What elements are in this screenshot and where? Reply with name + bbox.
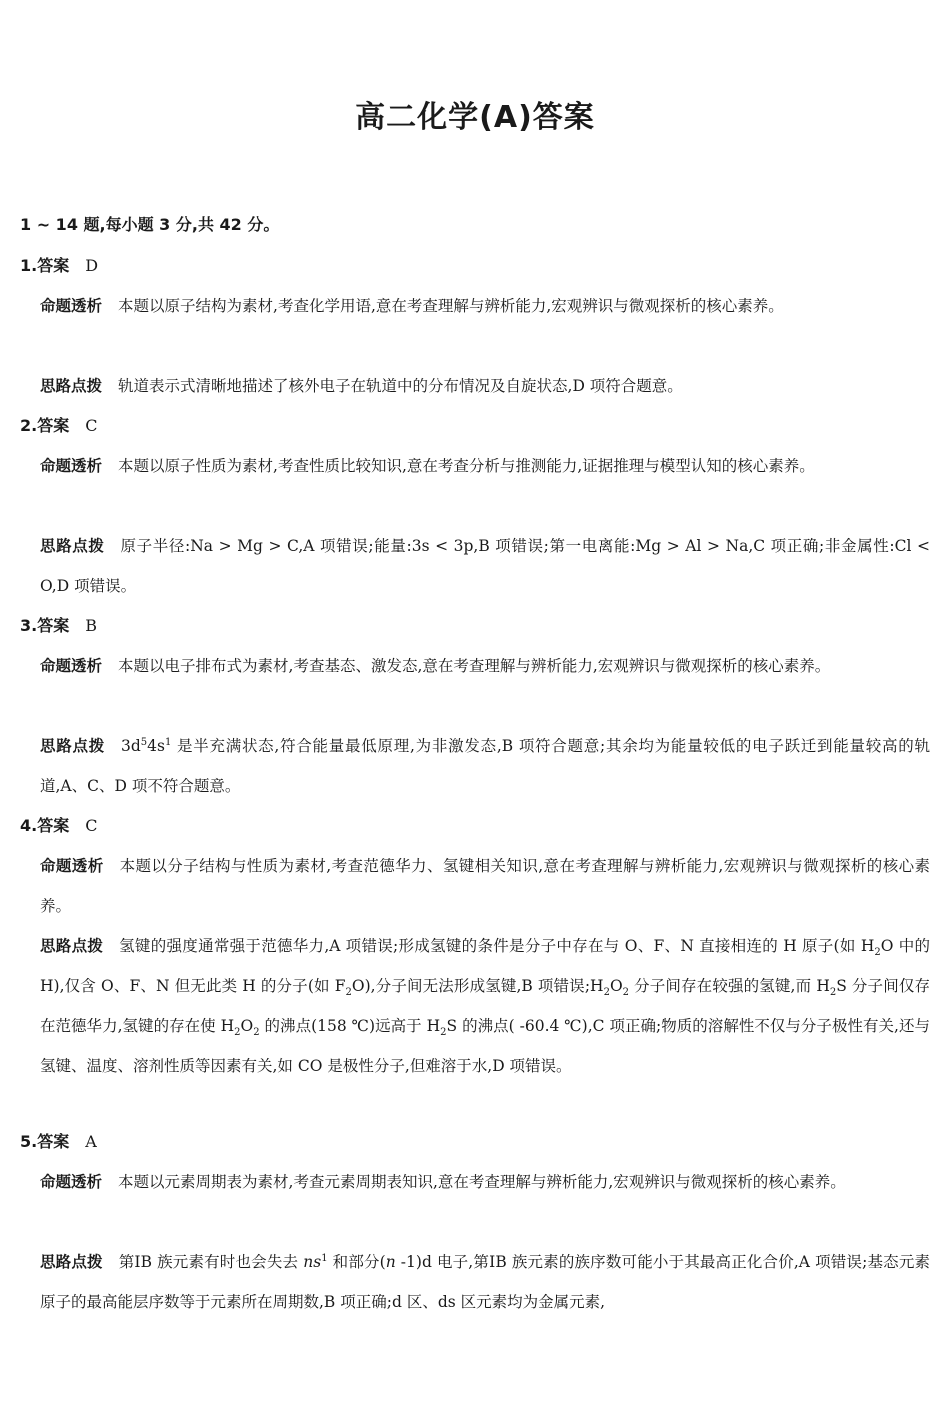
subscript: 2 xyxy=(253,1027,260,1039)
question-number: 4. xyxy=(20,816,38,835)
superscript: 1 xyxy=(321,1252,328,1264)
subscript: 2 xyxy=(440,1027,447,1039)
analysis-label: 命题透析 xyxy=(40,1173,103,1191)
hint-label: 思路点拨 xyxy=(40,1253,103,1271)
question-number: 2. xyxy=(20,416,38,435)
answer-value: A xyxy=(85,1132,97,1151)
superscript: 5 xyxy=(140,736,148,748)
electron-config: 3d xyxy=(120,737,141,755)
question-5-hint xyxy=(40,1242,930,1322)
question-4-analysis xyxy=(40,846,930,926)
answer-value: D xyxy=(85,256,99,275)
page-title: 高二化学(A)答案 xyxy=(355,100,595,135)
analysis-label: 命题透析 xyxy=(40,857,104,875)
subscript: 2 xyxy=(603,987,610,999)
question-4-header xyxy=(20,814,97,838)
subscript: 2 xyxy=(345,987,352,999)
analysis-label: 命题透析 xyxy=(40,657,103,675)
hint-text: O),分子间无法形成氢键,B 项错误;H xyxy=(351,977,604,995)
hint-text: S 分子间仅存在范德华力,氢键的存在使 H xyxy=(40,977,930,1035)
question-1-analysis xyxy=(40,286,930,326)
subscript: 2 xyxy=(234,1027,241,1039)
hint-text: 氢键的强度通常强于范德华力,A 项错误;形成氢键的条件是分子中存在与 O、F、N 直接相连的 H 原子(如 H xyxy=(119,937,875,955)
italic-n: n xyxy=(385,1253,396,1271)
analysis-label: 命题透析 xyxy=(40,457,103,475)
question-number: 1. xyxy=(20,256,38,275)
hint-text: S 的沸点( -60.4 ℃),C 项正确;物质的溶解性不仅与分子极性有关,还与氢键、温度、溶剂性质等因素有关,如 CO 是极性分子,但难溶于水,D 项错误。 xyxy=(40,1017,930,1075)
question-1-hint xyxy=(40,366,930,406)
answer-label: 答案 xyxy=(37,616,70,635)
question-2-hint xyxy=(40,526,930,606)
hint-text: 和部分( xyxy=(327,1253,386,1271)
answer-label: 答案 xyxy=(37,1132,70,1151)
answer-value: C xyxy=(85,416,98,435)
analysis-text: 本题以元素周期表为素材,考查元素周期表知识,意在考查理解与辨析能力,宏观辨识与微观探析的核心素养。 xyxy=(118,1173,846,1191)
subscript: 2 xyxy=(829,987,837,999)
answer-label: 答案 xyxy=(37,816,70,835)
question-2-analysis xyxy=(40,446,930,486)
hint-text: 的沸点(158 ℃)远高于 H xyxy=(259,1017,441,1035)
question-3-header xyxy=(20,614,97,638)
question-1-header xyxy=(20,254,98,278)
question-number: 3. xyxy=(20,616,38,635)
answer-value: C xyxy=(85,816,98,835)
answer-label: 答案 xyxy=(37,256,70,275)
subscript: 2 xyxy=(874,947,881,959)
analysis-text: 本题以电子排布式为素材,考查基态、激发态,意在考查理解与辨析能力,宏观辨识与微观探析的核心素养。 xyxy=(118,657,831,675)
hint-text: 分子间存在较强的氢键,而 H xyxy=(629,977,830,995)
analysis-text: 本题以原子性质为素材,考查性质比较知识,意在考查分析与推测能力,证据推理与模型认知的核心素养。 xyxy=(118,457,815,475)
question-number: 5. xyxy=(20,1132,38,1151)
question-5-header xyxy=(20,1130,97,1154)
hint-label: 思路点拨 xyxy=(40,377,103,395)
question-5-analysis xyxy=(40,1162,930,1202)
question-3-hint xyxy=(40,726,930,806)
question-4-hint xyxy=(40,926,930,1086)
hint-text: 原子半径:Na > Mg > C,A 项错误;能量:3s < 3p,B 项错误;第一电离能:Mg > Al > Na,C 项正确;非金属性:Cl < O,D 项错误。 xyxy=(40,537,930,595)
hint-label: 思路点拨 xyxy=(40,737,105,755)
superscript: 1 xyxy=(164,736,172,748)
electron-config: 4s xyxy=(147,737,165,755)
hint-text: 第ⅠB 族元素有时也会失去 xyxy=(118,1253,304,1271)
hint-text: -1)d 电子,第ⅠB 族元素的族序数可能小于其最高正化合价,A 项错误;基态元素原子的最高能层序数等于元素所在周期数,B 项正确;d 区、ds 区元素均为金属元素, xyxy=(40,1253,930,1311)
answer-value: B xyxy=(85,616,97,635)
hint-text: O xyxy=(240,1017,254,1035)
analysis-label: 命题透析 xyxy=(40,297,103,315)
answer-label: 答案 xyxy=(37,416,70,435)
question-2-header xyxy=(20,414,97,438)
hint-text: 轨道表示式清晰地描述了核外电子在轨道中的分布情况及自旋状态,D 项符合题意。 xyxy=(118,377,683,395)
hint-label: 思路点拨 xyxy=(40,537,105,555)
question-3-analysis xyxy=(40,646,930,686)
subscript: 2 xyxy=(622,987,630,999)
hint-text: 是半充满状态,符合能量最低原理,为非激发态,B 项符合题意;其余均为能量较低的电子跃迁到能量较高的轨道,A、C、D 项不符合题意。 xyxy=(40,737,930,795)
analysis-text: 本题以原子结构为素材,考查化学用语,意在考查理解与辨析能力,宏观辨识与微观探析的核心素养。 xyxy=(118,297,784,315)
section-intro: 1 ~ 14 题,每小题 3 分,共 42 分。 xyxy=(20,215,280,234)
hint-text: O xyxy=(609,977,623,995)
hint-text: O 中的 H),仅含 O、F、N 但无此类 H 的分子(如 F xyxy=(40,937,930,995)
italic-ns: ns xyxy=(303,1253,322,1271)
analysis-text: 本题以分子结构与性质为素材,考查范德华力、氢键相关知识,意在考查理解与辨析能力,宏观辨识与微观探析的核心素养。 xyxy=(40,857,930,915)
hint-label: 思路点拨 xyxy=(40,937,104,955)
